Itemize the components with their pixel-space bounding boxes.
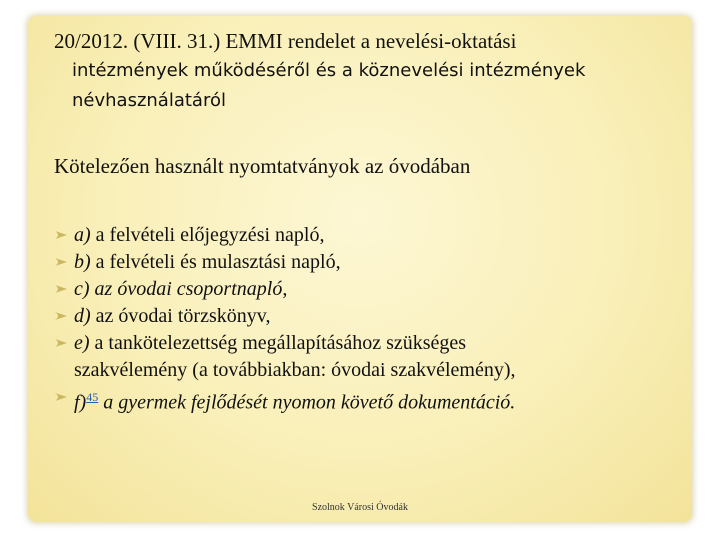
title-line-1: 20/2012. (VIII. 31.) EMMI rendelet a nevelési-oktatási [54, 29, 517, 53]
arrow-bullet-icon [54, 257, 68, 267]
slide-title [54, 26, 684, 116]
title-line-3: névhasználatáról [72, 90, 226, 111]
footnote-link[interactable]: 45 [86, 390, 99, 404]
list-item [54, 222, 694, 249]
item-text: a felvételi és mulasztási napló, [90, 251, 341, 273]
item-marker: e) [74, 332, 90, 354]
list-item [54, 303, 694, 330]
list-item [54, 276, 694, 303]
slide-subtitle: Kötelezően használt nyomtatványok az óvodában [54, 154, 471, 178]
arrow-bullet-icon [54, 338, 68, 348]
item-text: a felvételi előjegyzési napló, [90, 224, 325, 246]
list-item [54, 384, 694, 417]
arrow-bullet-icon [54, 230, 68, 240]
arrow-bullet-icon [54, 284, 68, 294]
list-item-continuation: szakvélemény (a továbbiakban: óvodai szakvélemény), [74, 359, 516, 381]
item-text: az óvodai törzskönyv, [90, 305, 271, 327]
item-text: a gyermek fejlődését nyomon követő dokumentáció. [98, 391, 516, 414]
item-marker: d) [74, 305, 91, 327]
document-list [54, 222, 694, 417]
item-marker: c) [74, 278, 90, 300]
list-item [54, 330, 694, 357]
title-line-2: intézmények működéséről és a köznevelési intézmények [72, 60, 586, 81]
item-text: a tankötelezettség megállapításához szükséges [89, 332, 467, 354]
item-marker: f) [74, 391, 87, 414]
arrow-bullet-icon [54, 392, 68, 402]
item-text: az óvodai csoportnapló, [89, 278, 288, 300]
slide-footer: Szolnok Városi Óvodák [312, 502, 408, 513]
list-item [54, 249, 694, 276]
item-marker: a) [74, 224, 91, 246]
item-marker: b) [74, 251, 91, 273]
arrow-bullet-icon [54, 311, 68, 321]
